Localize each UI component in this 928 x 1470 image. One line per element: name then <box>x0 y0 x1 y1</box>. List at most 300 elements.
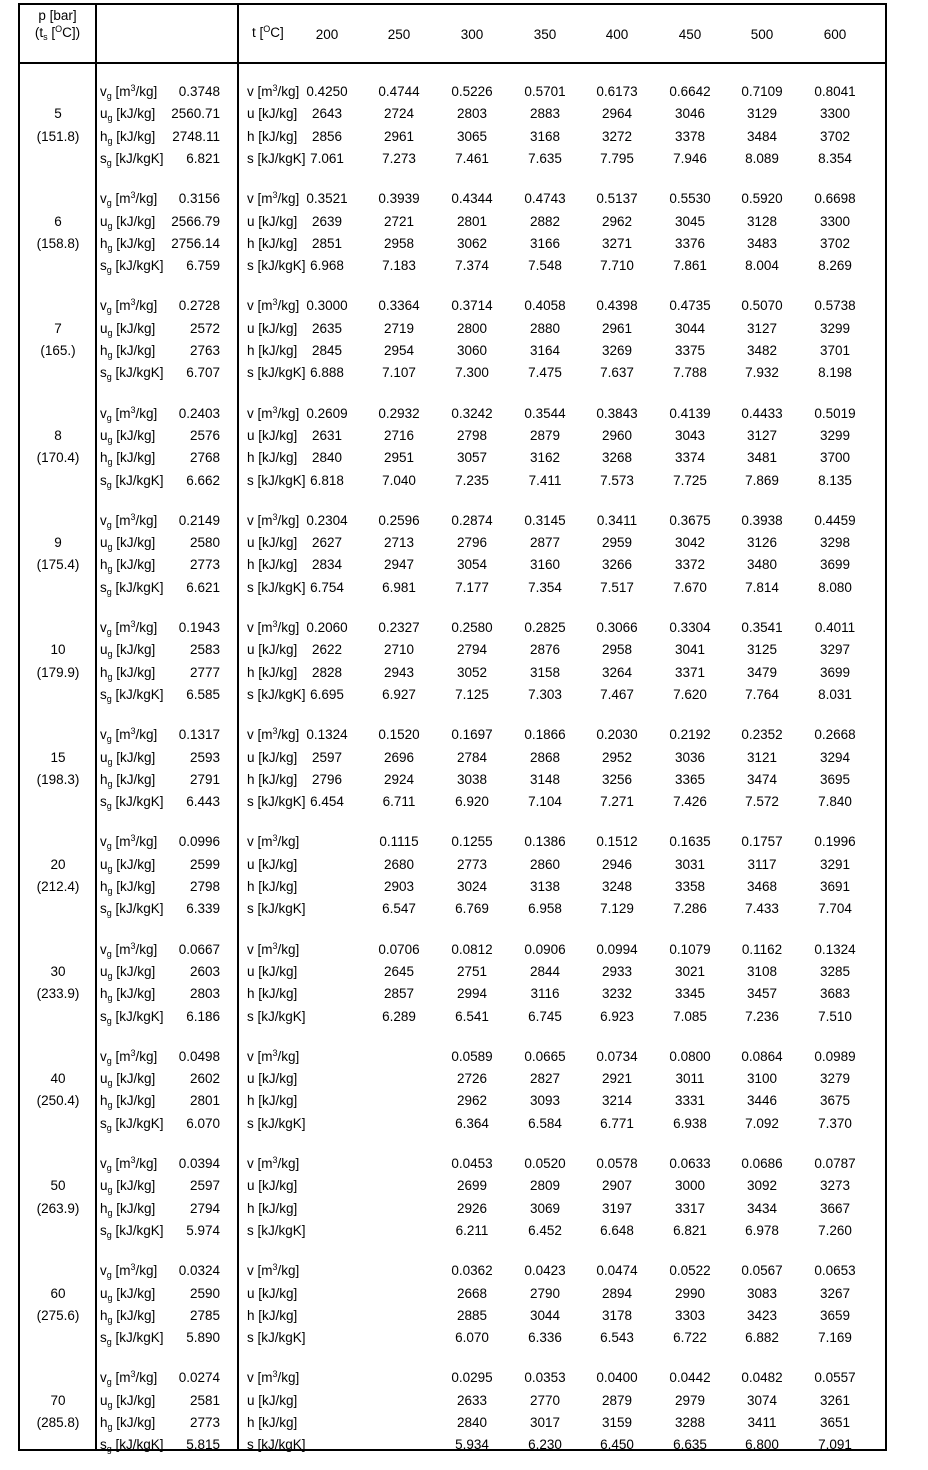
table-cell: 0.1512 <box>596 834 638 850</box>
superheated-property-label: v $[m^3/kg]$ <box>247 619 300 635</box>
table-cell: 8.198 <box>818 365 852 381</box>
saturated-property-value: 0.2403 <box>178 405 220 421</box>
table-cell: 0.0423 <box>524 1263 566 1279</box>
saturated-property-value: 6.443 <box>186 794 220 810</box>
superheated-property-label: h [kJ/kg] <box>247 771 298 787</box>
saturated-property-value: 5.890 <box>186 1330 220 1346</box>
saturated-property-value: 2798 <box>189 879 220 894</box>
table-cell: 2809 <box>529 1178 561 1194</box>
superheated-property-label: s [kJ/kgK] <box>247 901 306 917</box>
table-cell: 2828 <box>311 664 343 680</box>
table-cell: 6.958 <box>528 901 562 917</box>
saturated-property-value: 6.759 <box>186 258 220 274</box>
table-cell: 7.620 <box>673 686 707 702</box>
table-cell: 2635 <box>311 320 343 336</box>
table-cell: 0.3304 <box>669 620 711 635</box>
table-cell: 7.104 <box>528 794 562 810</box>
superheated-property-label: v $[m^3/kg]$ <box>247 1155 300 1171</box>
superheated-property-label: s [kJ/kgK] <box>247 1222 306 1238</box>
table-cell: 2633 <box>456 1392 488 1408</box>
superheated-property-label: u [kJ/kg] <box>247 856 298 872</box>
superheated-property-label: v $[m^3/kg]$ <box>247 1369 300 1386</box>
table-cell: 0.4743 <box>524 191 566 207</box>
table-cell: 0.6698 <box>814 191 856 207</box>
table-cell: 7.932 <box>745 365 779 381</box>
table-cell: 0.0295 <box>451 1370 493 1386</box>
table-cell: 2851 <box>311 235 343 251</box>
saturated-property-label: $s_g$ [kJ/kgK] <box>100 686 164 704</box>
saturated-property-value: 6.186 <box>186 1008 220 1024</box>
table-cell: 3423 <box>746 1307 778 1323</box>
table-cell: 2719 <box>383 320 415 336</box>
table-cell: 2844 <box>529 963 561 979</box>
table-cell: 7.286 <box>673 901 707 917</box>
saturated-property-label: $v_g$ $[m^3/kg]$ <box>100 1262 158 1281</box>
table-cell: 3269 <box>601 343 633 358</box>
table-cell: 0.4139 <box>669 405 711 421</box>
table-cell: 2860 <box>529 856 561 872</box>
table-cell: 2903 <box>383 879 415 894</box>
table-cell: 0.0706 <box>378 941 420 957</box>
table-cell: 0.4735 <box>669 298 711 314</box>
table-cell: 3479 <box>746 664 778 680</box>
saturated-property-label: $v_g$ $[m^3/kg]$ <box>100 297 158 316</box>
table-cell: 7.273 <box>382 150 416 166</box>
table-cell: 0.4344 <box>451 191 493 207</box>
temperature-header-450: 450 <box>678 27 702 42</box>
table-cell: 0.4011 <box>814 620 856 635</box>
table-cell: 6.923 <box>600 1008 634 1024</box>
superheated-property-label: u [kJ/kg] <box>247 1392 298 1408</box>
table-cell: 0.5738 <box>814 298 856 314</box>
table-cell: 3121 <box>746 749 778 765</box>
table-cell: 7.260 <box>818 1222 852 1238</box>
saturated-property-value: 0.2728 <box>178 298 220 314</box>
table-cell: 0.0520 <box>524 1156 566 1171</box>
table-cell: 6.541 <box>455 1008 489 1024</box>
table-cell: 2947 <box>383 557 415 573</box>
saturated-property-value: 0.2149 <box>178 512 220 528</box>
table-cell: 6.211 <box>455 1222 489 1238</box>
saturation-temperature: (158.8) <box>36 235 80 251</box>
table-cell: 3651 <box>819 1415 851 1430</box>
table-cell: 2790 <box>529 1285 561 1301</box>
saturated-property-value: 5.974 <box>186 1222 220 1238</box>
saturated-property-value: 0.0394 <box>178 1156 220 1171</box>
table-cell: 0.3843 <box>596 405 638 421</box>
superheated-property-label: h [kJ/kg] <box>247 343 298 358</box>
table-cell: 0.0362 <box>451 1263 493 1279</box>
saturation-temperature: (198.3) <box>36 771 80 787</box>
table-cell: 0.2327 <box>378 620 420 635</box>
table-cell: 8.031 <box>818 686 852 702</box>
temperature-header-250: 250 <box>387 27 411 42</box>
table-cell: 3074 <box>746 1392 778 1408</box>
table-cell: 7.548 <box>528 258 562 274</box>
table-cell: 0.0906 <box>524 941 566 957</box>
table-cell: 0.0686 <box>741 1156 783 1171</box>
table-cell: 6.454 <box>310 794 344 810</box>
table-cell: 0.3242 <box>451 405 493 421</box>
superheated-property-label: u [kJ/kg] <box>247 106 298 122</box>
superheated-property-label: h [kJ/kg] <box>247 128 298 144</box>
table-cell: 8.269 <box>818 258 852 274</box>
table-cell: 7.303 <box>528 686 562 702</box>
table-cell: 2696 <box>383 749 415 765</box>
saturated-property-value: 2593 <box>189 749 220 765</box>
table-cell: 3044 <box>529 1307 561 1323</box>
table-cell: 3273 <box>819 1178 851 1194</box>
table-cell: 2834 <box>311 557 343 573</box>
saturated-property-value: 6.821 <box>186 150 220 166</box>
table-cell: 3365 <box>674 771 706 787</box>
table-cell: 3457 <box>746 986 778 1002</box>
temperature-header-600: 600 <box>823 27 847 42</box>
table-cell: 0.2060 <box>306 620 348 635</box>
table-cell: 3031 <box>674 856 706 872</box>
table-cell: 3127 <box>746 427 778 443</box>
table-cell: 7.125 <box>455 686 489 702</box>
saturated-property-value: 0.1317 <box>178 727 220 743</box>
table-cell: 3092 <box>746 1178 778 1194</box>
table-cell: 0.5226 <box>451 84 493 99</box>
table-cell: 7.433 <box>745 901 779 917</box>
table-cell: 0.1386 <box>524 834 566 850</box>
table-cell: 7.236 <box>745 1008 779 1024</box>
saturated-property-label: $v_g$ $[m^3/kg]$ <box>100 404 158 423</box>
temperature-header-200: 200 <box>315 27 339 42</box>
saturated-property-label: $v_g$ $[m^3/kg]$ <box>100 511 158 530</box>
table-cell: 0.2352 <box>741 727 783 743</box>
saturated-property-value: 2785 <box>189 1307 220 1323</box>
table-cell: 3168 <box>529 128 561 144</box>
superheated-property-label: u [kJ/kg] <box>247 642 298 658</box>
table-cell: 3288 <box>674 1415 706 1430</box>
table-cell: 0.0812 <box>451 941 493 957</box>
table-cell: 2894 <box>601 1285 633 1301</box>
table-cell: 2946 <box>601 856 633 872</box>
table-cell: 0.0994 <box>596 941 638 957</box>
table-cell: 2713 <box>383 535 415 551</box>
saturated-property-label: $u_g$ [kJ/kg] <box>100 963 156 981</box>
saturated-property-value: 0.0324 <box>178 1263 220 1279</box>
table-cell: 3261 <box>819 1392 851 1408</box>
pressure-label: p [bar] <box>38 8 77 23</box>
table-cell: 3371 <box>674 664 706 680</box>
saturated-property-label: $v_g$ $[m^3/kg]$ <box>100 833 158 852</box>
table-cell: 0.0800 <box>669 1048 711 1064</box>
table-cell: 2796 <box>456 535 488 551</box>
saturated-property-value: 2572 <box>189 320 220 336</box>
table-cell: 0.5019 <box>814 405 856 421</box>
table-cell: 3100 <box>746 1071 778 1087</box>
table-cell: 0.2932 <box>378 405 420 421</box>
table-cell: 2699 <box>456 1178 488 1194</box>
table-cell: 3116 <box>530 986 560 1002</box>
table-cell: 6.938 <box>673 1115 707 1131</box>
table-cell: 3024 <box>456 879 488 894</box>
table-cell: 0.0578 <box>596 1156 638 1171</box>
table-cell: 0.3939 <box>378 191 420 207</box>
saturated-property-value: 2756.14 <box>171 235 220 251</box>
table-cell: 7.271 <box>600 794 634 810</box>
column-divider-2 <box>237 5 239 1449</box>
saturated-property-label: $u_g$ [kJ/kg] <box>100 1285 156 1303</box>
saturated-property-label: $u_g$ [kJ/kg] <box>100 427 156 445</box>
table-cell: 0.4398 <box>596 298 638 314</box>
table-cell: 3271 <box>601 235 633 251</box>
table-cell: 0.1115 <box>379 834 419 850</box>
table-cell: 2959 <box>601 535 633 551</box>
table-cell: 2803 <box>456 106 488 122</box>
table-cell: 6.800 <box>745 1437 779 1453</box>
table-cell: 0.0400 <box>596 1370 638 1386</box>
saturated-property-value: 6.662 <box>186 472 220 488</box>
saturated-property-label: $v_g$ $[m^3/kg]$ <box>100 1155 158 1173</box>
saturation-temperature: (212.4) <box>36 879 80 894</box>
table-cell: 0.3675 <box>669 512 711 528</box>
saturated-property-label: $u_g$ [kJ/kg] <box>100 320 156 338</box>
table-cell: 3164 <box>529 343 561 358</box>
pressure-value: 50 <box>50 1178 66 1194</box>
table-cell: 7.354 <box>528 579 562 595</box>
table-cell: 0.1996 <box>814 834 856 850</box>
table-cell: 7.637 <box>600 365 634 381</box>
superheated-property-label: h [kJ/kg] <box>247 235 298 251</box>
superheated-property-label: s [kJ/kgK] <box>247 150 306 166</box>
table-cell: 6.888 <box>310 365 344 381</box>
table-cell: 3691 <box>819 879 851 894</box>
table-cell: 2716 <box>383 427 415 443</box>
table-cell: 2726 <box>456 1071 488 1087</box>
table-cell: 3125 <box>746 642 778 658</box>
table-cell: 3042 <box>674 535 706 551</box>
saturated-property-label: $v_g$ $[m^3/kg]$ <box>100 726 158 745</box>
table-cell: 3045 <box>674 213 706 229</box>
table-cell: 2880 <box>529 320 561 336</box>
saturated-property-value: 2590 <box>189 1285 220 1301</box>
table-cell: 3300 <box>819 106 851 122</box>
saturated-property-label: $s_g$ [kJ/kgK] <box>100 258 164 276</box>
saturated-property-label: $u_g$ [kJ/kg] <box>100 535 156 553</box>
superheated-property-label: s [kJ/kgK] <box>247 579 306 595</box>
table-cell: 7.085 <box>673 1008 707 1024</box>
table-cell: 3700 <box>819 450 851 466</box>
table-cell: 3178 <box>601 1307 633 1323</box>
table-cell: 3083 <box>746 1285 778 1301</box>
table-cell: 3021 <box>674 963 706 979</box>
table-cell: 0.3411 <box>596 512 638 528</box>
saturated-property-value: 0.0667 <box>178 941 220 957</box>
table-cell: 3675 <box>819 1093 851 1109</box>
saturated-property-value: 2801 <box>189 1093 220 1109</box>
saturated-property-value: 2803 <box>189 986 220 1002</box>
table-cell: 0.4459 <box>814 512 856 528</box>
table-cell: 2958 <box>383 235 415 251</box>
table-cell: 2784 <box>456 749 488 765</box>
saturated-property-value: 0.0996 <box>178 834 220 850</box>
table-cell: 6.978 <box>745 1222 779 1238</box>
superheated-property-label: h [kJ/kg] <box>247 664 298 680</box>
table-cell: 6.745 <box>528 1008 562 1024</box>
header-divider <box>20 62 885 64</box>
table-cell: 3044 <box>674 320 706 336</box>
table-cell: 2680 <box>383 856 415 872</box>
table-cell: 2952 <box>601 749 633 765</box>
table-cell: 3298 <box>819 535 851 551</box>
table-cell: 3038 <box>456 771 488 787</box>
table-cell: 2631 <box>311 427 343 443</box>
table-cell: 2876 <box>529 642 561 658</box>
saturated-property-value: 2583 <box>189 642 220 658</box>
table-cell: 3358 <box>674 879 706 894</box>
saturated-property-value: 2791 <box>189 771 220 787</box>
saturated-property-value: 0.3156 <box>178 191 220 207</box>
table-cell: 3468 <box>746 879 778 894</box>
table-cell: 3279 <box>819 1071 851 1087</box>
table-cell: 0.3364 <box>378 298 420 314</box>
table-cell: 0.1635 <box>669 834 711 850</box>
table-cell: 3069 <box>529 1200 561 1216</box>
table-cell: 6.818 <box>310 472 344 488</box>
table-cell: 3267 <box>819 1285 851 1301</box>
table-cell: 0.0864 <box>741 1048 783 1064</box>
pressure-value: 8 <box>54 427 62 443</box>
table-cell: 0.1757 <box>741 834 783 850</box>
table-cell: 6.648 <box>600 1222 634 1238</box>
table-cell: 2627 <box>311 535 343 551</box>
saturated-property-label: $u_g$ [kJ/kg] <box>100 856 156 874</box>
table-cell: 2954 <box>383 343 415 358</box>
table-cell: 0.3521 <box>306 191 348 207</box>
table-cell: 2856 <box>311 128 343 144</box>
table-cell: 7.869 <box>745 472 779 488</box>
table-cell: 2883 <box>529 106 561 122</box>
table-cell: 7.670 <box>673 579 707 595</box>
table-cell: 3299 <box>819 427 851 443</box>
saturated-property-label: $h_g$ [kJ/kg] <box>100 1307 156 1325</box>
table-cell: 2724 <box>383 106 415 122</box>
table-cell: 0.0557 <box>814 1370 856 1386</box>
table-cell: 3300 <box>819 213 851 229</box>
table-cell: 3054 <box>456 557 488 573</box>
table-cell: 0.0787 <box>814 1156 856 1171</box>
table-cell: 3345 <box>674 986 706 1002</box>
table-cell: 2868 <box>529 749 561 765</box>
table-cell: 2643 <box>311 106 343 122</box>
table-cell: 0.3145 <box>524 512 566 528</box>
table-cell: 3093 <box>529 1093 561 1109</box>
table-cell: 7.107 <box>382 365 416 381</box>
saturated-property-value: 0.0274 <box>178 1370 220 1386</box>
table-cell: 3000 <box>674 1178 706 1194</box>
table-cell: 6.695 <box>310 686 344 702</box>
table-cell: 0.7109 <box>741 84 783 99</box>
superheated-property-label: u [kJ/kg] <box>247 320 298 336</box>
table-cell: 7.861 <box>673 258 707 274</box>
saturation-temperature: (250.4) <box>36 1093 80 1109</box>
saturation-temp-label: ($t_s$ [$^O$C]) <box>34 24 81 42</box>
table-cell: 0.3541 <box>741 620 783 635</box>
table-cell: 3303 <box>674 1307 706 1323</box>
table-cell: 3297 <box>819 642 851 658</box>
table-cell: 2710 <box>383 642 415 658</box>
superheated-property-label: h [kJ/kg] <box>247 879 298 894</box>
table-cell: 0.0653 <box>814 1263 856 1279</box>
saturation-temperature: (165.) <box>40 343 76 358</box>
table-cell: 3065 <box>456 128 488 144</box>
superheated-property-label: h [kJ/kg] <box>247 1307 298 1323</box>
table-cell: 6.821 <box>673 1222 707 1238</box>
table-cell: 3036 <box>674 749 706 765</box>
table-cell: 7.461 <box>455 150 489 166</box>
table-cell: 0.4744 <box>378 84 420 99</box>
temperature-header-400: 400 <box>605 27 629 42</box>
table-cell: 6.927 <box>382 686 416 702</box>
table-cell: 2751 <box>456 963 488 979</box>
table-cell: 3374 <box>674 450 706 466</box>
table-cell: 3158 <box>529 664 561 680</box>
saturated-property-value: 0.0498 <box>178 1048 220 1064</box>
table-cell: 3411 <box>747 1415 777 1430</box>
superheated-property-label: s [kJ/kgK] <box>247 1008 306 1024</box>
table-cell: 6.543 <box>600 1330 634 1346</box>
saturated-property-label: $u_g$ [kJ/kg] <box>100 106 156 124</box>
table-cell: 6.584 <box>528 1115 562 1131</box>
table-cell: 0.0482 <box>741 1370 783 1386</box>
superheated-property-label: s [kJ/kgK] <box>247 794 306 810</box>
saturated-property-value: 2763 <box>189 343 220 358</box>
table-cell: 3232 <box>601 986 633 1002</box>
table-cell: 0.1162 <box>741 941 783 957</box>
saturated-property-label: $v_g$ $[m^3/kg]$ <box>100 83 158 101</box>
table-cell: 0.4058 <box>524 298 566 314</box>
saturated-property-value: 6.585 <box>186 686 220 702</box>
table-cell: 7.795 <box>600 150 634 166</box>
table-cell: 0.2874 <box>451 512 493 528</box>
table-cell: 0.3066 <box>596 620 638 635</box>
table-cell: 2990 <box>674 1285 706 1301</box>
table-cell: 2794 <box>456 642 488 658</box>
saturated-property-value: 6.070 <box>186 1115 220 1131</box>
table-cell: 3376 <box>674 235 706 251</box>
table-cell: 7.169 <box>818 1330 852 1346</box>
saturated-property-value: 6.339 <box>186 901 220 917</box>
table-cell: 7.091 <box>818 1437 852 1453</box>
table-cell: 2796 <box>311 771 343 787</box>
table-cell: 3699 <box>819 664 851 680</box>
table-cell: 2639 <box>311 213 343 229</box>
saturated-property-label: $v_g$ $[m^3/kg]$ <box>100 1047 158 1066</box>
saturated-property-value: 0.3748 <box>178 84 220 99</box>
table-cell: 2597 <box>311 749 343 765</box>
table-cell: 0.1324 <box>814 941 856 957</box>
saturated-property-label: $s_g$ [kJ/kgK] <box>100 365 164 383</box>
table-cell: 3483 <box>746 235 778 251</box>
superheated-property-label: h [kJ/kg] <box>247 450 298 466</box>
superheated-property-label: h [kJ/kg] <box>247 986 298 1002</box>
saturated-property-label: $u_g$ [kJ/kg] <box>100 1178 156 1196</box>
saturation-temperature: (233.9) <box>36 986 80 1002</box>
table-cell: 7.710 <box>600 258 634 274</box>
table-cell: 2961 <box>383 128 415 144</box>
table-cell: 7.840 <box>818 794 852 810</box>
table-cell: 2958 <box>601 642 633 658</box>
saturated-property-value: 2602 <box>189 1071 220 1087</box>
table-cell: 3378 <box>674 128 706 144</box>
saturated-property-label: $h_g$ [kJ/kg] <box>100 771 156 789</box>
table-cell: 8.089 <box>745 150 779 166</box>
